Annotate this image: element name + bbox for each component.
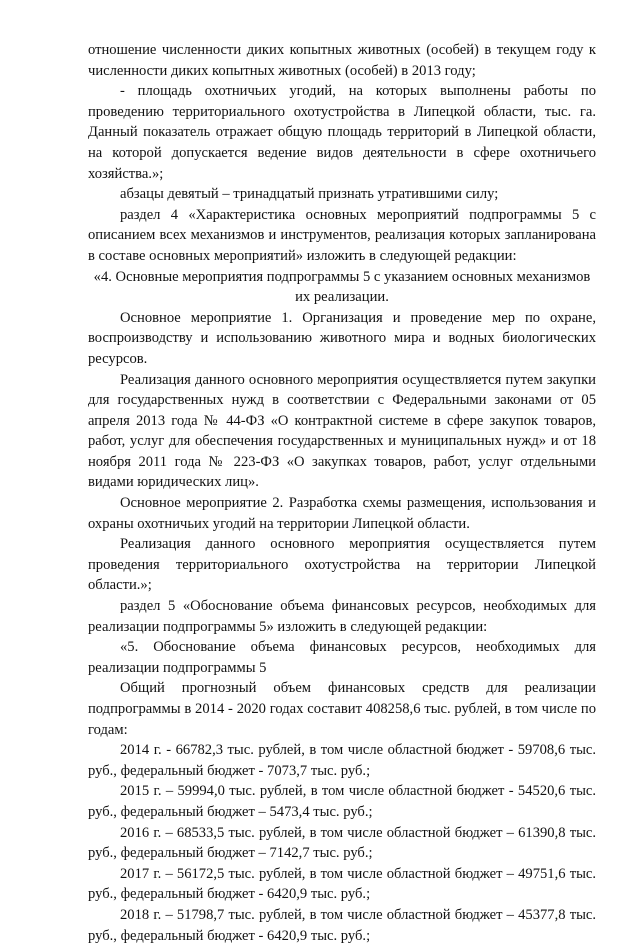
year-funding-paragraph: 2015 г. – 59994,0 тыс. рублей, в том числе областной бюджет - 54520,6 тыс. руб., федеральный бюджет – 5473,4 тыс. руб.; <box>88 783 596 820</box>
year-funding-paragraph: 2017 г. – 56172,5 тыс. рублей, в том числе областной бюджет – 49751,6 тыс. руб., федеральный бюджет - 6420,9 тыс. руб.; <box>88 865 596 903</box>
paragraph: «5. Обоснование объема финансовых ресурсов, необходимых для реализации подпрограммы 5 <box>88 639 596 676</box>
paragraph: отношение численности диких копытных животных (особей) в текущем году к численности диких копытных животных (особей) в 2013 году; <box>88 42 596 79</box>
paragraph: абзацы девятый – тринадцатый признать утратившими силу; <box>120 186 499 203</box>
paragraph: раздел 4 «Характеристика основных мероприятий подпрограммы 5 с описанием всех механизмов и инструментов, реализация которых запланирована в составе основных мероприятий» изложить в следующей редакции: <box>88 206 596 264</box>
paragraph: Основное мероприятие 1. Организация и проведение мер по охране, воспроизводству и использованию животного мира и водных биологических ресурсов. <box>88 309 596 367</box>
year-funding-paragraph: 2016 г. – 68533,5 тыс. рублей, в том числе областной бюджет – 61390,8 тыс. руб., федеральный бюджет – 7142,7 тыс. руб.; <box>88 824 596 862</box>
year-funding-paragraph: 2018 г. – 51798,7 тыс. рублей, в том числе областной бюджет – 45377,8 тыс. руб., федеральный бюджет - 6420,9 тыс. руб.; <box>88 906 596 944</box>
section-heading: «4. Основные мероприятия подпрограммы 5 с указанием основных механизмов их реализации. <box>93 268 591 306</box>
document-page <box>88 40 596 946</box>
paragraph: Реализация данного основного мероприятия осуществляется путем проведения территориального охотустройства на территории Липецкой области.»; <box>88 536 596 594</box>
paragraph: раздел 5 «Обоснование объема финансовых ресурсов, необходимых для реализации подпрограммы 5» изложить в следующей редакции: <box>88 598 596 635</box>
year-funding-paragraph: 2014 г. - 66782,3 тыс. рублей, в том числе областной бюджет - 59708,6 тыс. руб., федеральный бюджет - 7073,7 тыс. руб.; <box>88 742 596 779</box>
paragraph: Основное мероприятие 2. Разработка схемы размещения, использования и охраны охотничьих угодий на территории Липецкой области. <box>88 495 596 532</box>
paragraph: - площадь охотничьих угодий, на которых выполнены работы по проведению территориального охотустройства в Липецкой области, тыс. га. Данный показатель отражает общую площадь территорий в Липецкой области, на которой допускается ведение видов деятельности в сфере охотничьего хозяйства.»; <box>88 83 596 182</box>
paragraph: Реализация данного основного мероприятия осуществляется путем закупки для государственных нужд в соответствии с Федеральными законами от 05 апреля 2013 года № 44-ФЗ «О контрактной системе в сфере закупок товаров, работ, услуг для обеспечения государственных и муниципальных нужд» и от 18 ноября 2011 года № 223-ФЗ «О закупках товаров, работ, услуг отдельными видами юридических лиц». <box>88 371 596 491</box>
paragraph: Общий прогнозный объем финансовых средств для реализации подпрограммы в 2014 - 2020 годах составит 408258,6 тыс. рублей, в том числе по годам: <box>88 680 596 738</box>
